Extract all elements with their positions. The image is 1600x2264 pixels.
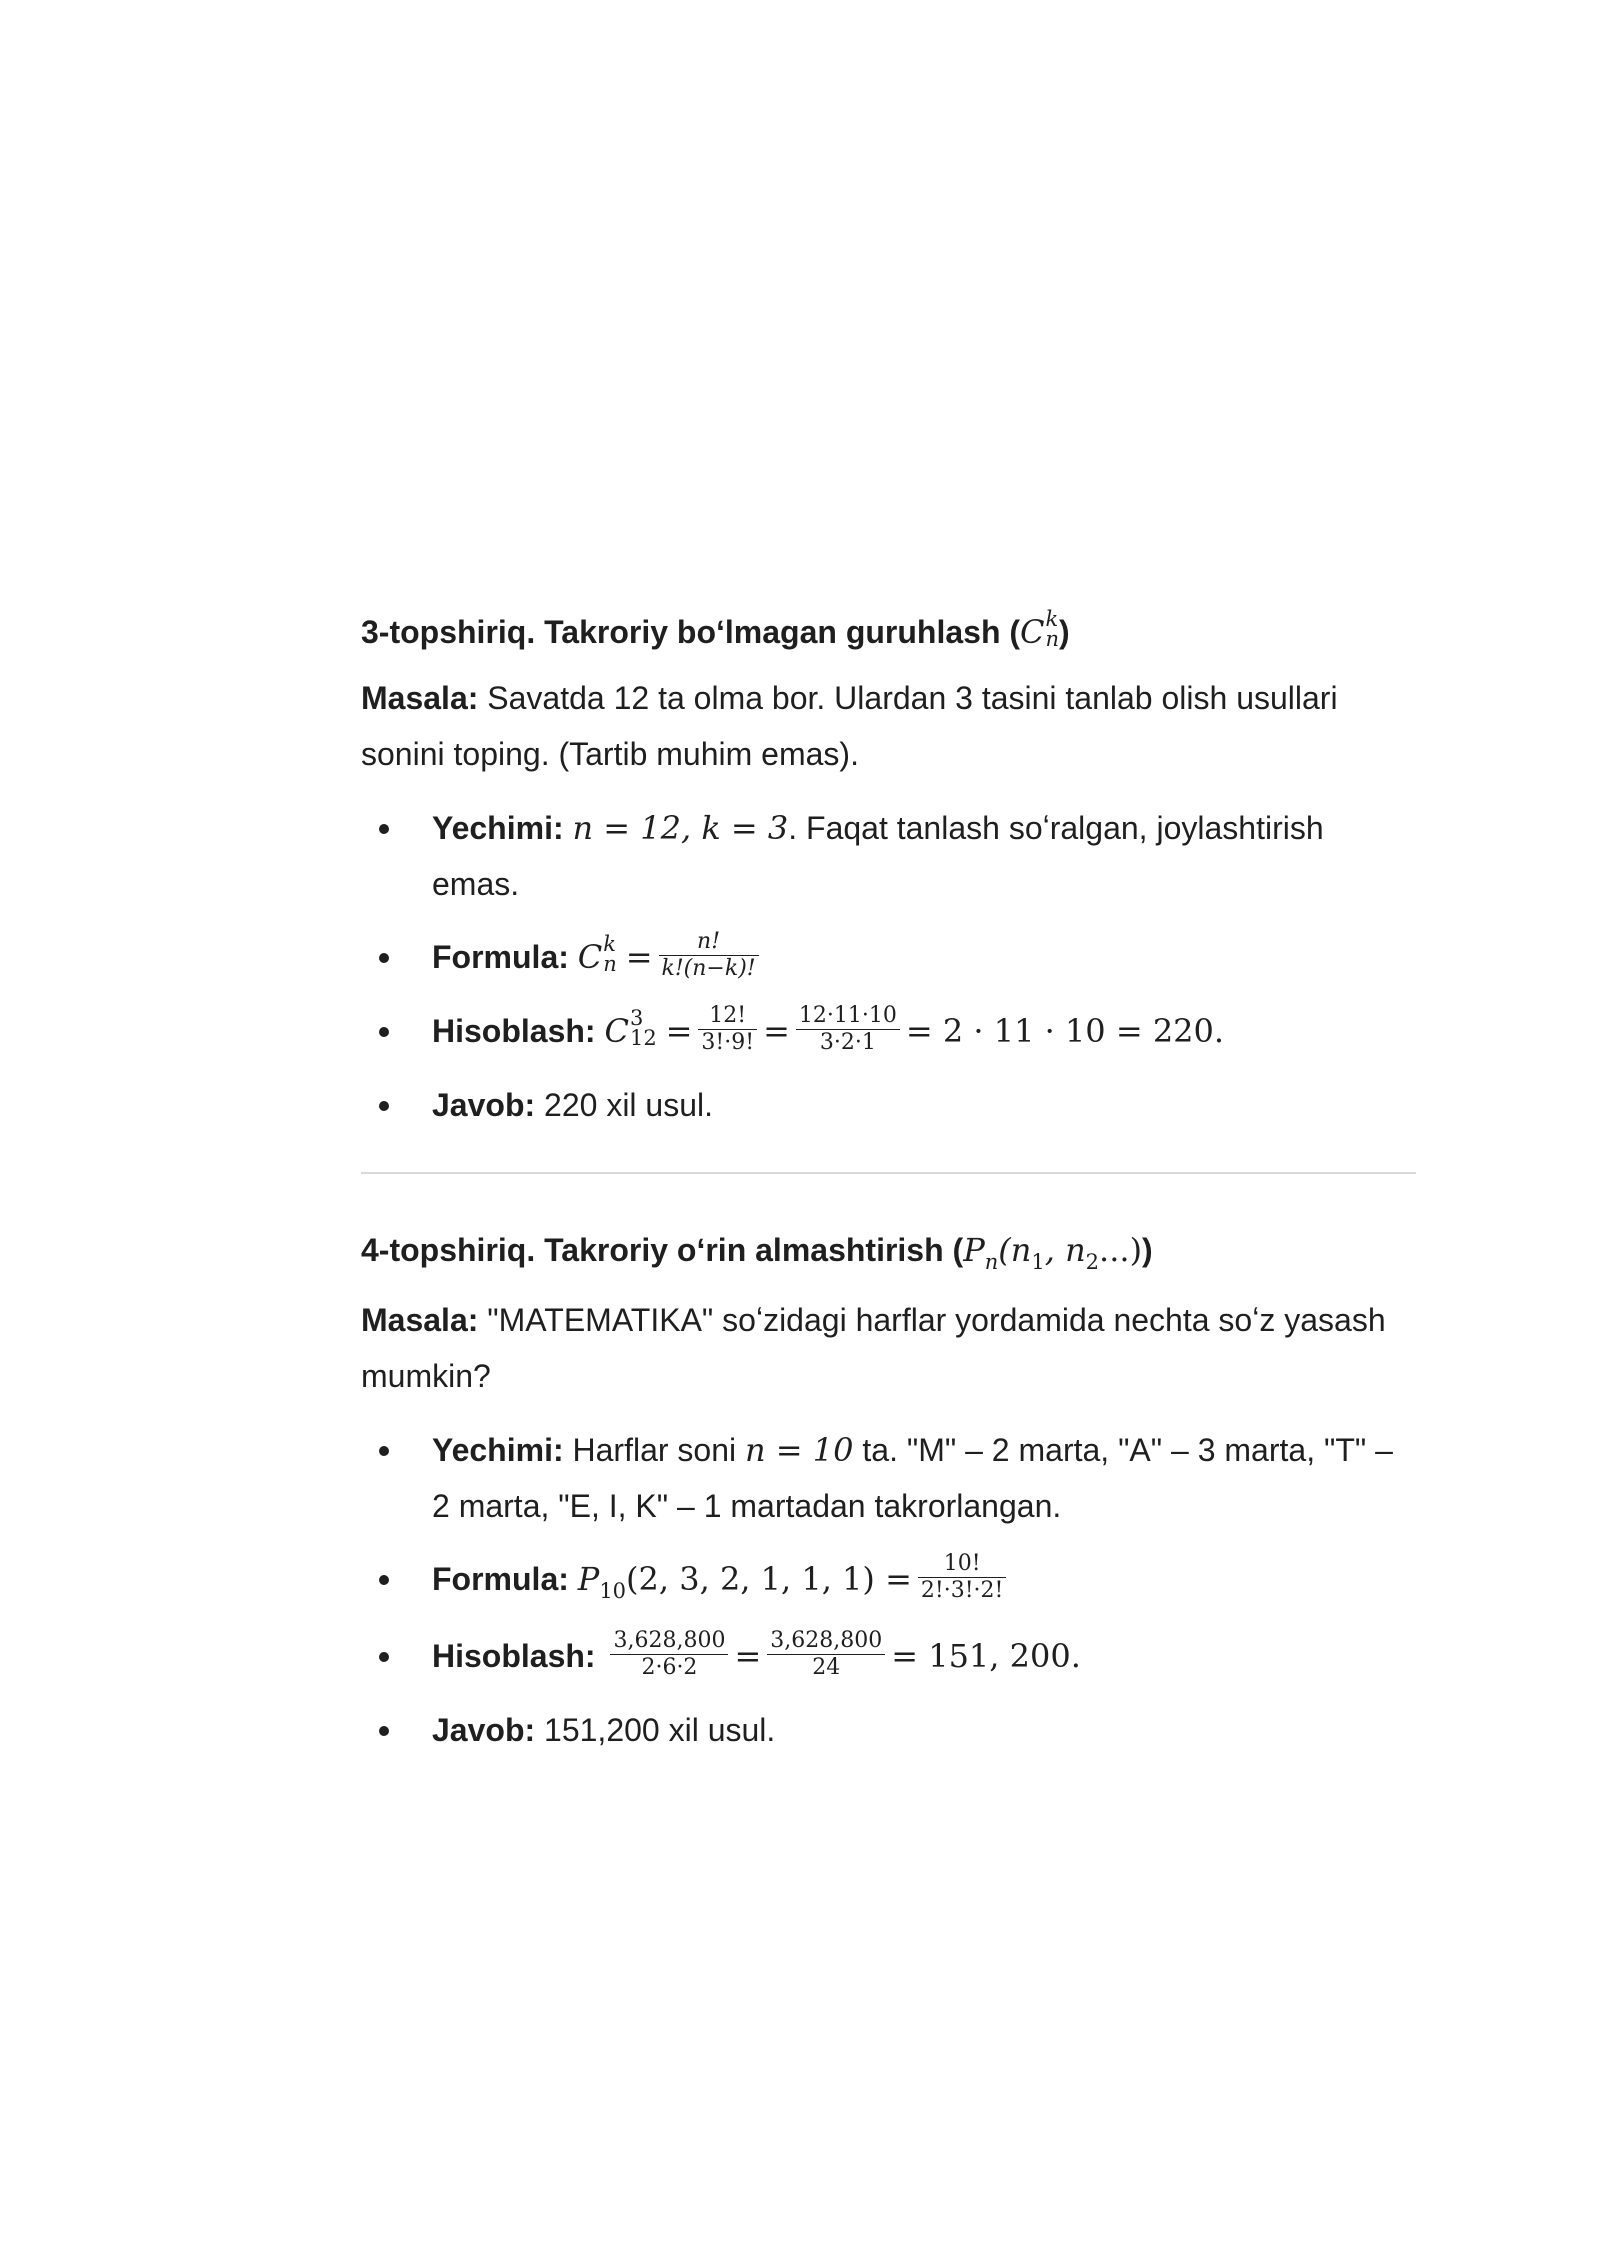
task-3-title-symbol: C <box>1020 613 1045 651</box>
task-4-title-symbol: P <box>963 1231 985 1269</box>
task-4-formula-args: (2, 3, 2, 1, 1, 1) = <box>626 1560 912 1598</box>
task-3-hisob-fraction-2 <box>796 1003 900 1056</box>
task-4-masala-label: Masala: <box>361 1302 479 1338</box>
task-3-hisob-result: = 2 · 11 · 10 = 220. <box>905 1012 1225 1051</box>
task-3-formula-sub: n <box>603 951 617 976</box>
task-4-hisob-fraction-1 <box>610 1628 728 1681</box>
task-3-formula-sup: k <box>603 931 616 956</box>
task-3-masala-label: Masala: <box>361 680 479 716</box>
task-4-title-sub1: 1 <box>1031 1250 1045 1274</box>
task-4-hisob-frac2-den: 24 <box>767 1654 885 1681</box>
task-4-title-mid: , n <box>1044 1231 1086 1269</box>
task-4-hisob-fraction-2 <box>767 1628 885 1681</box>
task-3-yechimi-math: n = 12, k = 3 <box>572 809 789 847</box>
task-4-yechimi <box>361 1422 1416 1534</box>
task-4-bullets <box>361 1422 1416 1758</box>
task-3-hisob-frac1-den: 3!·9! <box>698 1029 757 1056</box>
task-3-formula-label: Formula: <box>432 939 569 975</box>
task-4-formula-denominator: 2!·3!·2! <box>918 1577 1007 1604</box>
task-3-hisob-sup: 3 <box>629 1005 644 1030</box>
task-4-formula-sub: 10 <box>599 1579 627 1603</box>
task-4-title-sub2: 2 <box>1085 1250 1100 1274</box>
task-4-formula <box>361 1551 1416 1611</box>
task-3-hisob-sub: 12 <box>629 1025 657 1050</box>
task-3-formula-fraction <box>659 929 759 982</box>
task-4-formula-label: Formula: <box>432 1561 569 1597</box>
task-3-title-text: 3-topshiriq. Takroriy boʻlmagan guruhlash ( <box>361 614 1021 650</box>
task-4-javob-text: 151,200 xil usul. <box>535 1712 776 1749</box>
task-4-yechimi-text-1: Harflar soni <box>563 1432 745 1468</box>
task-3-hisob-frac2-num: 12·11·10 <box>798 1003 897 1029</box>
task-3-hisob-symbol: C <box>604 1012 629 1051</box>
task-4-yechimi-math: n = 10 <box>745 1431 854 1469</box>
task-3-title-sup: k <box>1045 606 1059 631</box>
task-4-title <box>361 1218 1416 1286</box>
task-4-masala-text: "MATEMATIKA" soʻzidagi harflar yordamida nechta soʻz yasash mumkin? <box>361 1302 1386 1394</box>
task-3-masala-text: Savatda 12 ta olma bor. Ulardan 3 tasini tanlab olish usullari sonini toping. (Tartib muhim emas). <box>361 680 1338 772</box>
task-3-masala <box>361 670 1416 782</box>
task-3-hisob-frac1-num: 12! <box>709 1003 747 1029</box>
task-4-yechimi-label: Yechimi: <box>432 1432 564 1468</box>
task-3-formula-symbol: C <box>577 938 603 976</box>
task-4-hisob-frac1-num: 3,628,800 <box>613 1628 726 1654</box>
task-3-bullets <box>361 800 1416 1133</box>
task-3-title-sub: n <box>1045 626 1060 651</box>
task-4-formula-fraction <box>918 1551 1007 1604</box>
task-3-hisob-frac2-den: 3·2·1 <box>796 1029 900 1056</box>
task-3-javob-label: Javob: <box>432 1087 536 1124</box>
task-4-javob <box>361 1702 1416 1758</box>
task-4-hisob-result: = 151, 200. <box>891 1637 1081 1675</box>
task-4-title-text: 4-topshiriq. Takroriy oʻrin almashtirish ( <box>361 1232 964 1268</box>
task-4-formula-numerator: 10! <box>943 1551 981 1577</box>
section-divider <box>361 1172 1416 1174</box>
task-3-section <box>361 600 1416 1150</box>
task-3-formula-denominator: k!(n−k)! <box>659 955 759 982</box>
task-4-hisoblash: Hisoblash: $\frac{3,628,800}{2\cdot 6\cdot 2}$ = $\frac{3,628,800}{24}$ = 151, 200. <box>361 1628 1416 1685</box>
task-3-formula: Formula: C k n = $\frac{n!}{k!(n-k)!}$ <box>361 929 1416 986</box>
task-4-title-close: ) <box>1142 1232 1153 1268</box>
task-3-formula-numerator: n! <box>697 929 721 955</box>
task-3-hisoblash: Hisoblash: C 3 12 = $\frac{12!}{3!\cdot 9!}$ = $\frac{12\cdot 11\cdot 10}{3\cdot 2\cdot 1}$ = 2 · 11 · 10 = 220. <box>361 1003 1416 1060</box>
task-4-title-end: ...) <box>1099 1231 1143 1269</box>
task-3-yechimi-label: Yechimi: <box>432 810 564 846</box>
task-4-masala <box>361 1292 1416 1404</box>
task-3-title-close: ) <box>1059 614 1070 650</box>
task-3-hisob-label: Hisoblash: <box>432 1013 596 1050</box>
task-4-formula-symbol: P <box>577 1560 600 1598</box>
task-4-yechimi-text-2: ta. "M" – 2 marta, "A" – 3 marta, "T" – 2 marta, "E, I, K" – 1 martadan takrorlangan. <box>432 1432 1393 1524</box>
task-4-hisob-frac1-den: 2·6·2 <box>610 1654 728 1681</box>
task-3-javob <box>361 1077 1416 1133</box>
task-3-javob-text: 220 xil usul. <box>535 1087 714 1124</box>
task-4-title-args: (n <box>998 1231 1032 1269</box>
task-3-title <box>361 600 1416 664</box>
task-4-hisob-frac2-num: 3,628,800 <box>770 1628 883 1654</box>
task-4-javob-label: Javob: <box>432 1712 536 1749</box>
task-4-section <box>361 1218 1416 1775</box>
task-4-title-sub: n <box>984 1250 999 1274</box>
task-3-hisob-fraction-1 <box>698 1003 757 1056</box>
task-3-yechimi-text: . Faqat tanlash soʻralgan, joylashtirish emas. <box>432 810 1324 902</box>
task-4-hisob-label: Hisoblash: <box>432 1638 596 1674</box>
task-3-yechimi <box>361 800 1416 912</box>
